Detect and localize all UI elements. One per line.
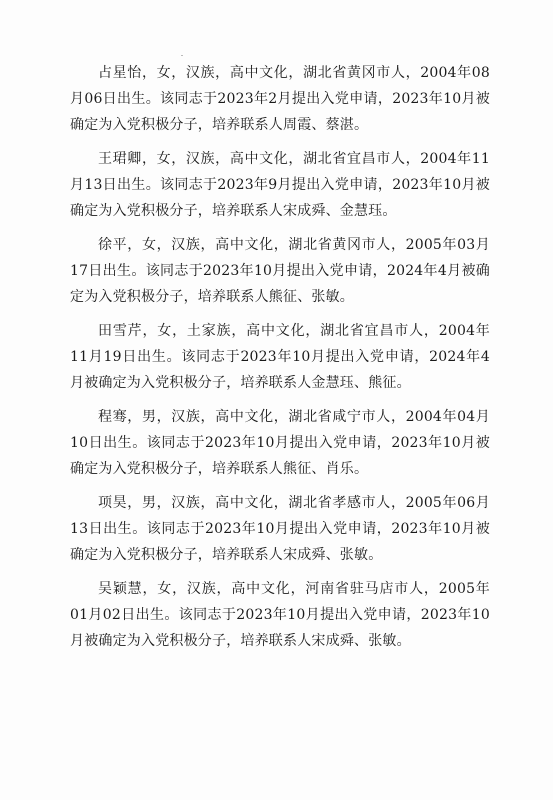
scan-speck — [181, 55, 183, 56]
paragraph-3: 徐平，女，汉族，高中文化，湖北省黄冈市人，2005年03月17日出生。该同志于2023年10月提出入党申请，2024年4月被确定为入党积极分子，培养联系人熊征、张敏。 — [70, 237, 490, 305]
paragraph-5: 程骞，男，汉族，高中文化，湖北省咸宁市人，2004年04月10日出生。该同志于2023年10月提出入党申请，2023年10月被确定为入党积极分子，培养联系人熊征、肖乐。 — [70, 409, 490, 477]
paragraph-4: 田雪芹，女，土家族，高中文化，湖北省宜昌市人，2004年11月19日出生。该同志于2023年10月提出入党申请，2024年4月被确定为入党积极分子，培养联系人金慧珏、熊征。 — [70, 323, 490, 391]
document-body — [70, 60, 490, 662]
paragraph-2: 王珺卿，女，汉族，高中文化，湖北省宜昌市人，2004年11月13日出生。该同志于2023年9月提出入党申请，2023年10月被确定为入党积极分子，培养联系人宋成舜、金慧珏。 — [70, 151, 490, 219]
paragraph-7: 吴颖慧，女，汉族，高中文化，河南省驻马店市人，2005年01月02日出生。该同志于2023年10月提出入党申请，2023年10月被确定为入党积极分子，培养联系人宋成舜、张敏。 — [70, 581, 490, 649]
paragraph-1: 占星怡，女，汉族，高中文化，湖北省黄冈市人，2004年08月06日出生。该同志于2023年2月提出入党申请，2023年10月被确定为入党积极分子，培养联系人周霞、蔡湛。 — [70, 65, 490, 133]
paragraph-6: 项昊，男，汉族，高中文化，湖北省孝感市人，2005年06月13日出生。该同志于2023年10月提出入党申请，2023年10月被确定为入党积极分子，培养联系人宋成舜、张敏。 — [70, 495, 490, 563]
